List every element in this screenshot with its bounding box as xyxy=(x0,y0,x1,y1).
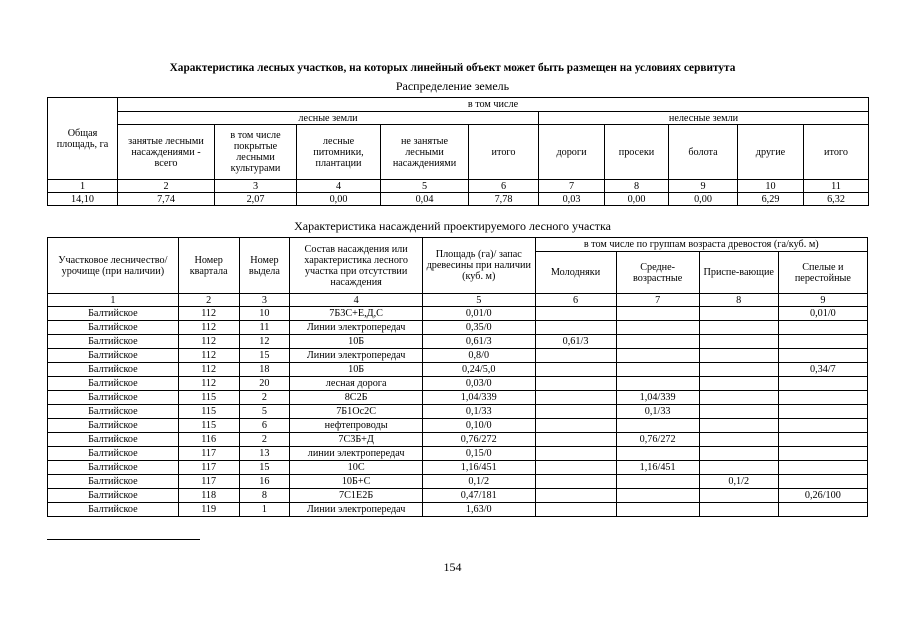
table-cell: 16 xyxy=(239,475,290,489)
table-cell xyxy=(535,321,616,335)
table-cell: 2 xyxy=(239,433,290,447)
header-nonforest-lands: нелесные земли xyxy=(539,112,869,125)
table-cell xyxy=(616,475,699,489)
table-cell: 0,26/100 xyxy=(778,489,867,503)
table-cell: Балтийское xyxy=(48,461,179,475)
table-cell xyxy=(778,433,867,447)
table-row xyxy=(48,419,868,433)
value-cell: 2,07 xyxy=(215,193,297,206)
table-cell xyxy=(699,405,778,419)
table-cell: 117 xyxy=(178,447,239,461)
table-cell: 112 xyxy=(178,321,239,335)
column-number: 7 xyxy=(539,180,605,193)
table-cell xyxy=(699,433,778,447)
table-cell: 20 xyxy=(239,377,290,391)
table-cell: 7С1Е2Б xyxy=(290,489,423,503)
table-cell xyxy=(535,349,616,363)
header-age-groups: в том числе по группам возраста древостоя (га/куб. м) xyxy=(535,238,868,252)
column-header: итого xyxy=(804,125,869,180)
table-cell: лесная дорога xyxy=(290,377,423,391)
table-row xyxy=(48,349,868,363)
table-cell: 116 xyxy=(178,433,239,447)
table-cell: Линии электропередач xyxy=(290,349,423,363)
table-cell xyxy=(699,419,778,433)
value-cell: 7,74 xyxy=(118,193,215,206)
table-cell: 115 xyxy=(178,405,239,419)
table-cell xyxy=(535,475,616,489)
table-row xyxy=(48,475,868,489)
column-header: в том числе покрытые лесными культурами xyxy=(215,125,297,180)
column-number: 9 xyxy=(669,180,738,193)
table-cell xyxy=(616,321,699,335)
table-cell: Балтийское xyxy=(48,349,179,363)
table-cell xyxy=(535,391,616,405)
header-total-area: Общая площадь, га xyxy=(48,98,118,180)
table-cell: 0,1/33 xyxy=(423,405,536,419)
table-cell xyxy=(616,349,699,363)
table-cell xyxy=(616,335,699,349)
table-cell: 15 xyxy=(239,349,290,363)
table-cell: 1,16/451 xyxy=(616,461,699,475)
column-number: 2 xyxy=(178,294,239,307)
table-cell xyxy=(778,405,867,419)
table-cell: 10Б xyxy=(290,335,423,349)
table-cell: 118 xyxy=(178,489,239,503)
table-cell: 115 xyxy=(178,391,239,405)
header-forestry: Участковое лесничество/урочище (при наличии) xyxy=(48,238,179,294)
column-number: 5 xyxy=(381,180,469,193)
table-cell: 1,04/339 xyxy=(616,391,699,405)
table-cell: 7Б3С+Е,Д,С xyxy=(290,307,423,321)
table-cell xyxy=(778,475,867,489)
column-header: итого xyxy=(469,125,539,180)
header-young: Молодняки xyxy=(535,252,616,294)
land-distribution-table xyxy=(47,97,869,206)
table-cell xyxy=(699,307,778,321)
table-cell: 0,24/5,0 xyxy=(423,363,536,377)
table-cell: 0,01/0 xyxy=(778,307,867,321)
stands-table xyxy=(47,237,868,517)
table-cell: Линии электропередач xyxy=(290,503,423,517)
table-row xyxy=(48,307,868,321)
table-cell: Балтийское xyxy=(48,363,179,377)
value-cell: 0,00 xyxy=(605,193,669,206)
table-cell: 112 xyxy=(178,307,239,321)
table-cell: 1,63/0 xyxy=(423,503,536,517)
table-cell: 1,16/451 xyxy=(423,461,536,475)
table-cell: 11 xyxy=(239,321,290,335)
value-cell: 0,00 xyxy=(297,193,381,206)
table-cell xyxy=(699,461,778,475)
column-number: 1 xyxy=(48,180,118,193)
table-cell xyxy=(616,363,699,377)
stands-subtitle: Характеристика насаждений проектируемого лесного участка xyxy=(294,219,611,233)
table-cell: Линии электропередач xyxy=(290,321,423,335)
table-cell: 0,15/0 xyxy=(423,447,536,461)
table-cell: 0,1/33 xyxy=(616,405,699,419)
table-cell: 0,47/181 xyxy=(423,489,536,503)
column-number: 7 xyxy=(616,294,699,307)
header-quarter: Номер квартала xyxy=(178,238,239,294)
table-row xyxy=(48,461,868,475)
table-cell: 112 xyxy=(178,349,239,363)
column-number: 5 xyxy=(423,294,536,307)
table-cell: 10С xyxy=(290,461,423,475)
page-number: 154 xyxy=(443,560,462,574)
table-cell xyxy=(699,349,778,363)
table-row xyxy=(48,377,868,391)
column-number: 10 xyxy=(738,180,804,193)
table-row xyxy=(48,503,868,517)
table-cell xyxy=(535,307,616,321)
table-cell: 12 xyxy=(239,335,290,349)
table-cell xyxy=(535,377,616,391)
table-cell: Балтийское xyxy=(48,377,179,391)
table-cell xyxy=(616,447,699,461)
column-header: просеки xyxy=(605,125,669,180)
column-number: 3 xyxy=(239,294,290,307)
table-cell xyxy=(778,461,867,475)
table-cell xyxy=(535,363,616,377)
column-number: 4 xyxy=(297,180,381,193)
table-cell: 1,04/339 xyxy=(423,391,536,405)
table-row xyxy=(48,433,868,447)
table-cell xyxy=(535,419,616,433)
table-cell: 0,76/272 xyxy=(616,433,699,447)
land-distribution-subtitle: Распределение земель xyxy=(395,79,510,93)
table-cell: 15 xyxy=(239,461,290,475)
column-number: 8 xyxy=(605,180,669,193)
table-cell: 112 xyxy=(178,363,239,377)
table-cell: Балтийское xyxy=(48,321,179,335)
column-header: другие xyxy=(738,125,804,180)
table-cell: нефтепроводы xyxy=(290,419,423,433)
header-mature: Спелые и перестойные xyxy=(778,252,867,294)
column-header: лесные питомники, плантации xyxy=(297,125,381,180)
table-cell: 0,76/272 xyxy=(423,433,536,447)
header-composition: Состав насаждения или характеристика лесного участка при отсутствии насаждения xyxy=(290,238,423,294)
table-cell xyxy=(535,461,616,475)
table-cell xyxy=(616,419,699,433)
table-cell xyxy=(616,489,699,503)
header-area: Площадь (га)/ запас древесины при наличии (куб. м) xyxy=(423,238,536,294)
table-cell: 112 xyxy=(178,377,239,391)
table-cell: 18 xyxy=(239,363,290,377)
document-title: Характеристика лесных участков, на которых линейный объект может быть размещен на условиях сервитута xyxy=(169,62,736,74)
table-cell xyxy=(616,503,699,517)
header-incl: в том числе xyxy=(118,98,869,112)
table-cell: 1 xyxy=(239,503,290,517)
value-cell: 7,78 xyxy=(469,193,539,206)
table-cell xyxy=(535,433,616,447)
table-cell: 10Б+С xyxy=(290,475,423,489)
table-cell xyxy=(535,489,616,503)
table-cell: 10Б xyxy=(290,363,423,377)
table-cell xyxy=(699,363,778,377)
table-cell xyxy=(778,419,867,433)
table-cell: 0,61/3 xyxy=(535,335,616,349)
table-cell xyxy=(699,377,778,391)
table-cell: 0,1/2 xyxy=(699,475,778,489)
table-row xyxy=(48,321,868,335)
table-cell: 8 xyxy=(239,489,290,503)
table-row xyxy=(48,363,868,377)
header-forest-lands: лесные земли xyxy=(118,112,539,125)
table-cell: 0,03/0 xyxy=(423,377,536,391)
table-cell: 0,10/0 xyxy=(423,419,536,433)
table-cell: 117 xyxy=(178,475,239,489)
footnote-separator xyxy=(47,539,200,540)
table-row xyxy=(48,391,868,405)
table-cell: 6 xyxy=(239,419,290,433)
value-cell: 14,10 xyxy=(48,193,118,206)
table-cell: 7Б1Ос2С xyxy=(290,405,423,419)
column-number: 11 xyxy=(804,180,869,193)
table-cell: Балтийское xyxy=(48,433,179,447)
table-cell xyxy=(778,391,867,405)
column-number: 1 xyxy=(48,294,179,307)
table-cell: 7С3Б+Д xyxy=(290,433,423,447)
table-row xyxy=(48,405,868,419)
table-cell: Балтийское xyxy=(48,475,179,489)
table-cell xyxy=(699,321,778,335)
table-cell xyxy=(699,447,778,461)
value-cell: 0,04 xyxy=(381,193,469,206)
table-cell: Балтийское xyxy=(48,447,179,461)
table-cell: 2 xyxy=(239,391,290,405)
table-cell xyxy=(535,405,616,419)
table-cell: Балтийское xyxy=(48,419,179,433)
table-cell: 112 xyxy=(178,335,239,349)
header-ripening: Приспе-вающие xyxy=(699,252,778,294)
table-cell xyxy=(699,489,778,503)
table-cell xyxy=(778,377,867,391)
column-header: занятые лесными насаждениями - всего xyxy=(118,125,215,180)
value-cell: 0,03 xyxy=(539,193,605,206)
table-cell: 5 xyxy=(239,405,290,419)
column-number: 8 xyxy=(699,294,778,307)
table-cell xyxy=(699,391,778,405)
table-cell: 0,1/2 xyxy=(423,475,536,489)
table-cell: 0,8/0 xyxy=(423,349,536,363)
column-number: 6 xyxy=(469,180,539,193)
table-cell: линии электропередач xyxy=(290,447,423,461)
table-cell xyxy=(535,503,616,517)
table-cell xyxy=(778,447,867,461)
table-cell: Балтийское xyxy=(48,335,179,349)
table-cell xyxy=(778,335,867,349)
table-cell xyxy=(699,503,778,517)
value-cell: 0,00 xyxy=(669,193,738,206)
table-cell: 8С2Б xyxy=(290,391,423,405)
column-header: не занятые лесными насаждениями xyxy=(381,125,469,180)
table-cell xyxy=(535,447,616,461)
table-cell xyxy=(778,349,867,363)
table-cell xyxy=(699,335,778,349)
table-cell: 0,01/0 xyxy=(423,307,536,321)
table-cell xyxy=(778,503,867,517)
column-number: 6 xyxy=(535,294,616,307)
table-cell: Балтийское xyxy=(48,489,179,503)
column-number: 9 xyxy=(778,294,867,307)
header-middle: Средне-возрастные xyxy=(616,252,699,294)
table-cell: Балтийское xyxy=(48,503,179,517)
table-cell: Балтийское xyxy=(48,307,179,321)
table-cell: 119 xyxy=(178,503,239,517)
table-cell: 0,35/0 xyxy=(423,321,536,335)
header-plot: Номер выдела xyxy=(239,238,290,294)
column-number: 2 xyxy=(118,180,215,193)
table-cell xyxy=(616,377,699,391)
table-cell: 10 xyxy=(239,307,290,321)
table-cell: Балтийское xyxy=(48,405,179,419)
table-cell: 0,61/3 xyxy=(423,335,536,349)
table-row xyxy=(48,447,868,461)
column-number: 4 xyxy=(290,294,423,307)
value-cell: 6,29 xyxy=(738,193,804,206)
column-header: болота xyxy=(669,125,738,180)
table-cell xyxy=(778,321,867,335)
table-cell: 13 xyxy=(239,447,290,461)
table-cell: 117 xyxy=(178,461,239,475)
table-cell: Балтийское xyxy=(48,391,179,405)
table-cell: 115 xyxy=(178,419,239,433)
column-number: 3 xyxy=(215,180,297,193)
value-cell: 6,32 xyxy=(804,193,869,206)
table-cell xyxy=(616,307,699,321)
table-row xyxy=(48,335,868,349)
table-row xyxy=(48,489,868,503)
column-header: дороги xyxy=(539,125,605,180)
table-cell: 0,34/7 xyxy=(778,363,867,377)
